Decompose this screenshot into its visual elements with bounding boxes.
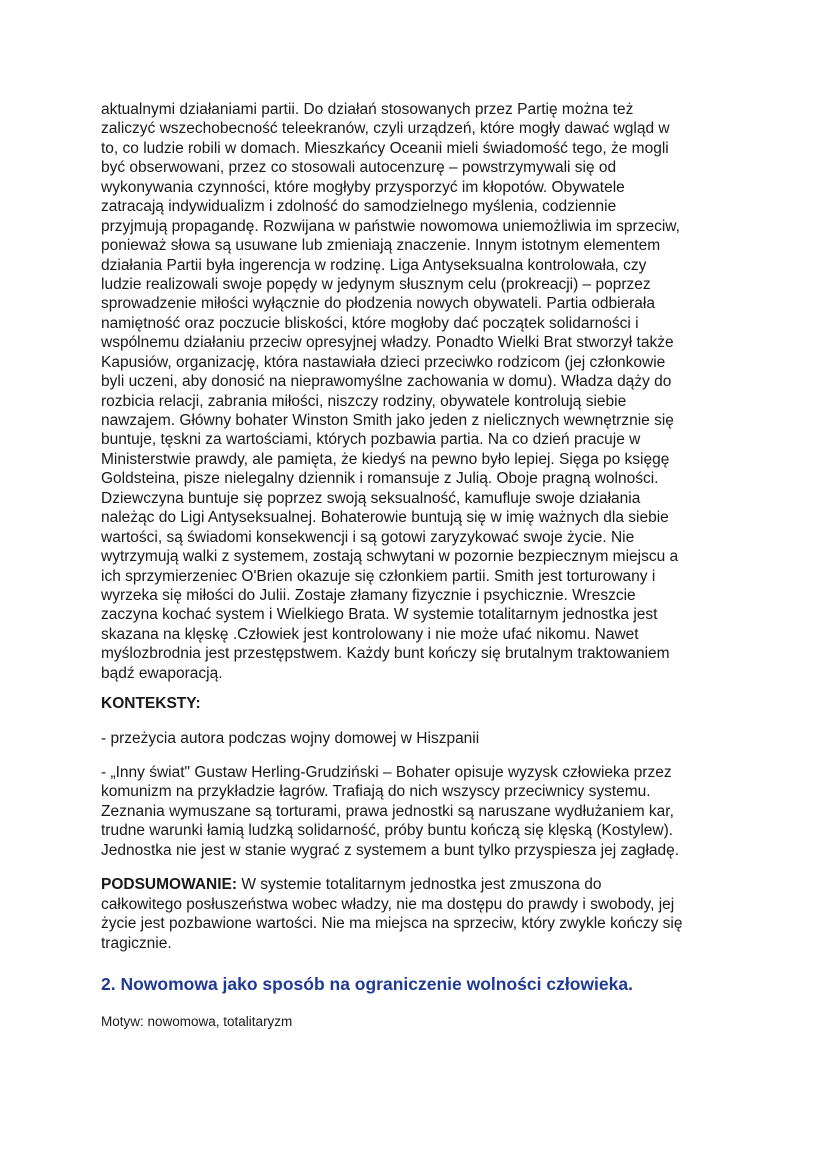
body-text-line: należąc do Ligi Antyseksualnej. Bohaterowie buntują się w imię ważnych dla siebie	[101, 509, 669, 527]
context-1-line: - przeżycia autora podczas wojny domowej w Hiszpanii	[101, 729, 480, 747]
summary-first-line-text: W systemie totalitarnym jednostka jest zmuszona do	[237, 876, 602, 894]
summary-paragraph	[101, 875, 741, 953]
body-text-line: ludzie realizowali swoje popędy w jedynym słusznym celu (prokreacji) – poprzez	[101, 275, 651, 293]
body-text-line: wytrzymują walki z systemem, zostają schwytani w pozornie bezpiecznym miejscu a	[101, 548, 679, 566]
context-2-line: Zeznania wymuszane są torturami, prawa jednostki są naruszane wydłużaniem kar,	[101, 802, 674, 820]
body-paragraph	[101, 100, 741, 683]
body-text-line: wykonywania czynności, które mogłyby przysporzyć im kłopotów. Obywatele	[101, 178, 625, 196]
body-text-line: rozbicia relacji, zabrania miłości, niszczy rodziny, obywatele kontrolują siebie	[101, 392, 627, 410]
body-text-line: Dziewczyna buntuje się poprzez swoją seksualność, kamufluje swoje działania	[101, 489, 641, 507]
summary-rest	[101, 895, 741, 953]
summary-line: tragicznie.	[101, 934, 172, 952]
body-text-line: Ministerstwie prawdy, ale pamięta, że kiedyś na pewno było lepiej. Sięga po księgę	[101, 450, 670, 468]
body-text-line: nawzajem. Główny bohater Winston Smith jako jeden z nielicznych wewnętrznie się	[101, 412, 674, 429]
context-2-line: komunizm na przykładzie łagrów. Trafiają do nich wszyscy przeciwnicy systemu.	[101, 783, 651, 801]
body-text-line: byli uczeni, aby donosić na nieprawomyślne zachowania w domu). Władza dąży do	[101, 373, 672, 391]
motif-line: Motyw: nowomowa, totalitaryzm	[101, 1013, 293, 1029]
body-text-line: ponieważ słowa są usuwane lub zmieniają znaczenie. Innym istotnym elementem	[101, 237, 661, 255]
konteksty-heading: KONTEKSTY:	[101, 695, 201, 713]
summary-label: PODSUMOWANIE:	[101, 876, 238, 894]
document-page	[101, 100, 741, 1031]
context-2-line: trudne warunki łamią ludzką solidarność, próby buntu kończą się klęską (Kostylew).	[101, 822, 674, 840]
body-text-line: zatracają indywidualizm i zdolność do samodzielnego myślenia, codziennie	[101, 198, 617, 216]
summary-line: życie jest pozbawione wartości. Nie ma miejsca na sprzeciw, który zwykle kończy się	[101, 915, 683, 933]
body-text-line: wartości, są świadomi konsekwencji i są gotowi zaryzykować swoje życie. Nie	[101, 528, 635, 546]
body-text-line: wspólnemu działaniu przeciw opresyjnej władzy. Ponadto Wielki Brat stworzył także	[101, 334, 674, 352]
body-text-line: zaliczyć wszechobecność teleekranów, czyli urządzeń, które mogły dawać wgląd w	[101, 120, 670, 138]
body-text-line: działania Partii była ingerencja w rodzinę. Liga Antyseksualna kontrolowała, czy	[101, 256, 647, 274]
body-text-line: to, co ludzie robili w domach. Mieszkańcy Oceanii mieli świadomość tego, że mogli	[101, 139, 669, 157]
body-text-line: zaczyna kochać system i Wielkiego Brata. W systemie totalitarnym jednostka jest	[101, 606, 658, 624]
summary-first-line	[101, 875, 741, 894]
body-text-line: myślozbrodnia jest przestępstwem. Każdy bunt kończy się brutalnym traktowaniem	[101, 645, 670, 663]
body-text-line: Kapusiów, organizację, która nastawiała dzieci przeciwko rodzicom (jej członkowie	[101, 353, 666, 371]
body-text-line: namiętność oraz poczucie bliskości, które mogłoby dać początek solidarności i	[101, 314, 639, 332]
context-item-1	[101, 729, 741, 748]
context-2-line: - „Inny świat" Gustaw Herling-Grudziński – Bohater opisuje wyzysk człowieka przez	[101, 764, 672, 781]
body-text-line: Goldsteina, pisze nielegalny dziennik i romansuje z Julią. Oboje pragną wolności.	[101, 470, 659, 488]
body-text-line: być obserwowani, przez co stosowali autocenzurę – powstrzymywali się od	[101, 159, 617, 177]
summary-line: całkowitego posłuszeństwa wobec władzy, nie ma dostępu do prawdy i swobody, jej	[101, 895, 675, 913]
body-text-line: przyjmują propagandę. Rozwijana w państwie nowomowa uniemożliwia im sprzeciw,	[101, 217, 680, 235]
section-title: 2. Nowomowa jako sposób na ograniczenie wolności człowieka.	[101, 973, 633, 994]
body-text-line: sprowadzenie miłości wyłącznie do płodzenia nowych obywateli. Partia odbierała	[101, 295, 655, 313]
body-text-line: ich sprzymierzeniec O'Brien okazuje się członkiem partii. Smith jest torturowany i	[101, 567, 656, 585]
body-text-line: wyrzeka się miłości do Julii. Zostaje złamany fizycznie i psychicznie. Wreszcie	[101, 586, 636, 604]
body-text-line: skazana na klęskę .Człowiek jest kontrolowany i nie może ufać nikomu. Nawet	[101, 625, 639, 643]
context-item-2	[101, 763, 741, 860]
body-text-line: buntuje, tęskni za wartościami, których pozbawia partia. Na co dzień pracuje w	[101, 431, 641, 449]
body-text-line: bądź ewaporacją.	[101, 664, 223, 682]
context-2-line: Jednostka nie jest w stanie wygrać z systemem a bunt tylko przyspiesza jej zagładę.	[101, 841, 680, 859]
body-text-line: aktualnymi działaniami partii. Do działań stosowanych przez Partię można też	[101, 101, 634, 118]
